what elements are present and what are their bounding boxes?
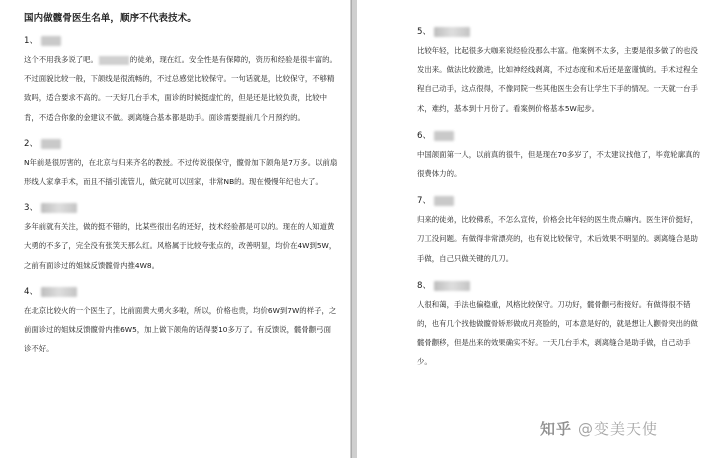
entry-number: 6、 bbox=[417, 130, 432, 141]
doctor-entry-2 bbox=[24, 135, 338, 191]
zhihu-logo: 知乎 bbox=[540, 420, 573, 438]
doctor-entry-6 bbox=[417, 127, 704, 183]
entry-text: 中国颌面第一人，以前真的很牛，但是现在70多岁了，不太建议找他了，毕竟轮廓真的很费体力的。 bbox=[417, 149, 700, 179]
blurred-name-inline bbox=[99, 56, 129, 65]
entry-number: 4、 bbox=[24, 286, 39, 297]
entry-number: 7、 bbox=[417, 196, 432, 207]
entry-text: N年前是很厉害的，在北京与归来齐名的教授。不过传说很保守，髋骨加下颌角是7万多。以前扇形线人家拿手术，而且不插引流管儿，做完就可以回家，非常NB的。现在慢慢年纪也大了。 bbox=[24, 157, 338, 187]
doctor-entry-4 bbox=[24, 283, 338, 359]
entry-text: 比较年轻，比起很多大咖来说经验没那么丰富。他案例不太多，主要是很多做了的也没发出来。做法比较激进，比如神经线剥离，不过态度和术后还是蛮谨慎的。手术过程全程自己动手，这点很得，不像同院一些其他医生会有让学生下手的情况。一天就一台手术，难约，基本到十月份了。看案例价格基本5W起步。 bbox=[417, 46, 698, 113]
blurred-doctor-name bbox=[41, 287, 77, 297]
entry-number: 1、 bbox=[24, 36, 39, 46]
document-page-right bbox=[357, 0, 720, 458]
doctor-entry-5 bbox=[417, 23, 704, 118]
entry-number: 2、 bbox=[24, 138, 39, 149]
doctor-entry-3 bbox=[24, 199, 338, 275]
page-gutter bbox=[350, 0, 357, 458]
entry-text: 人很和蔼，手法也偏稳重，风格比较保守。刀功好，髋骨颧弓衔接好。有做得很不错的，也有几个找他做髋骨矫形做成月亮脸的，可本意是好的，就是想让人颧骨突出的做髋骨颧移，但是出来的效果确实不好。一天几台手术，剥离缝合是助手做，自己动手少。 bbox=[417, 299, 698, 367]
entry-text: 这个不用我多说了吧。 的徒弟，现在红。安全性是有保障的，资历和经验是很丰富的。不过面貌比较一般，下颌线是很流畅的，不过总感觉比较保守。一句话就是，比较保守，不够精致吗，适合要求不高的。一天好几台手术，面诊的时候挺虚忙的，但是还是比较负责，比较中肯，不适合你象的金建议不做。剥离缝合基本都是助手。面诊需要提前几个月预约的。 bbox=[24, 55, 337, 122]
blurred-doctor-name bbox=[41, 203, 77, 213]
doctor-entry-7 bbox=[417, 192, 704, 268]
entry-number: 3、 bbox=[24, 203, 39, 214]
document-title: 国内做髋骨医生名单，顺序不代表技术。 bbox=[24, 13, 197, 24]
blurred-doctor-name bbox=[434, 27, 470, 37]
blurred-doctor-name bbox=[434, 281, 470, 291]
document-page-left bbox=[0, 0, 350, 458]
entry-text: 多年前就有关注，做的挺不错的，比某些很出名的还好，技术经验都是可以的。现在的人知道黄大勇的不多了，完全没有张笑天那么红。风格属于比较夸张点的，改善明显，均价在4W到5W，之前有面诊过的姐妹反馈髋骨内推4W8。 bbox=[24, 222, 337, 270]
doctor-entry-8 bbox=[417, 277, 704, 372]
entry-text: 归来的徒弟，比较佛系，不怎么宣传，价格会比年轻的医生贵点嘛内。医生评价挺好，刀工没问题。有做得非常漂亮的，也有说比较保守，术后效果不明显的。剥离缝合是助手做，自己只做关键的几刀。 bbox=[417, 215, 698, 263]
entry-number: 5、 bbox=[417, 27, 432, 37]
zhihu-watermark bbox=[540, 418, 658, 439]
watermark-handle: @变美天使 bbox=[578, 420, 659, 438]
blurred-doctor-name bbox=[41, 36, 61, 46]
doctor-entry-1 bbox=[24, 32, 338, 127]
entry-number: 8、 bbox=[417, 280, 432, 291]
entry-text: 在北京比较火的一个医生了，比前面黄大勇火多啦，所以，价格也贵，均价6W到7W的样子，之前面诊过的姐妹反馈髋骨内推6W5，加上做下颌角的话得要10多万了。有反馈说，髋骨颧弓面诊不好。 bbox=[24, 305, 337, 354]
blurred-doctor-name bbox=[434, 196, 454, 206]
blurred-doctor-name bbox=[41, 139, 61, 149]
blurred-doctor-name bbox=[434, 131, 454, 141]
